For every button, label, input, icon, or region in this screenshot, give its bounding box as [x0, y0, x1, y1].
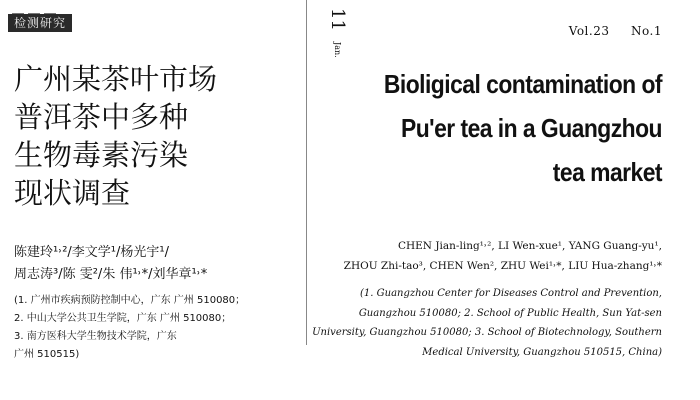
english-affiliations [292, 284, 662, 362]
chinese-title [14, 60, 264, 212]
chinese-title-line: 普洱茶中多种 [14, 100, 189, 134]
english-title [372, 62, 662, 194]
chinese-author-line: 陈建玲¹˒²/李文学¹/杨光宇¹/ [14, 245, 169, 260]
chinese-title-line: 生物毒素污染 [14, 138, 189, 172]
page-number: 11 [327, 8, 348, 31]
header-running-marks [12, 2, 72, 8]
chinese-affiliation-line: 2. 中山大学公共卫生学院，广东 广州 510080； [14, 313, 232, 324]
english-title-line: Pu'er tea in a Guangzhou [400, 113, 662, 143]
chinese-title-line: 广州某茶叶市场 [14, 62, 218, 96]
chinese-title-line: 现状调查 [14, 176, 131, 210]
english-affiliation-line: (1. Guangzhou Center for Diseases Control and Prevention, [360, 288, 662, 299]
english-affiliation-line: University, Guangzhou 510080; 3. School of Biotechnology, Southern [312, 327, 662, 338]
chinese-author-line: 周志涛³/陈 雯²/朱 伟¹˒*/刘华章¹˒* [14, 267, 208, 282]
english-author-line: CHEN Jian-ling¹˒², LI Wen-xue¹, YANG Guang-yu¹, [397, 240, 662, 252]
chinese-affiliation-line: 广州 510515) [14, 349, 80, 360]
page-month: Jan. [333, 42, 342, 58]
chinese-affiliation-line: 3. 南方医科大学生物技术学院，广东 [14, 331, 177, 342]
chinese-affiliations [14, 292, 299, 364]
page-marker [327, 8, 360, 68]
volume-issue: Vol.23 No.1 [568, 24, 662, 38]
english-title-line: Bioligical contamination of [383, 69, 662, 99]
english-author-line: ZHOU Zhi-tao³, CHEN Wen², ZHU Wei¹˒*, LIU Hua-zhang¹˒* [343, 260, 662, 272]
english-title-line: tea market [552, 157, 662, 187]
section-tag: 检测研究 [8, 14, 72, 32]
english-authors [292, 236, 662, 276]
english-affiliation-line: Guangzhou 510080; 2. School of Public Health, Sun Yat-sen [358, 307, 662, 319]
english-affiliation-line: Medical University, Guangzhou 510515, China) [422, 346, 662, 358]
chinese-authors [14, 242, 294, 286]
chinese-affiliation-line: (1. 广州市疾病预防控制中心，广东 广州 510080； [14, 295, 246, 306]
